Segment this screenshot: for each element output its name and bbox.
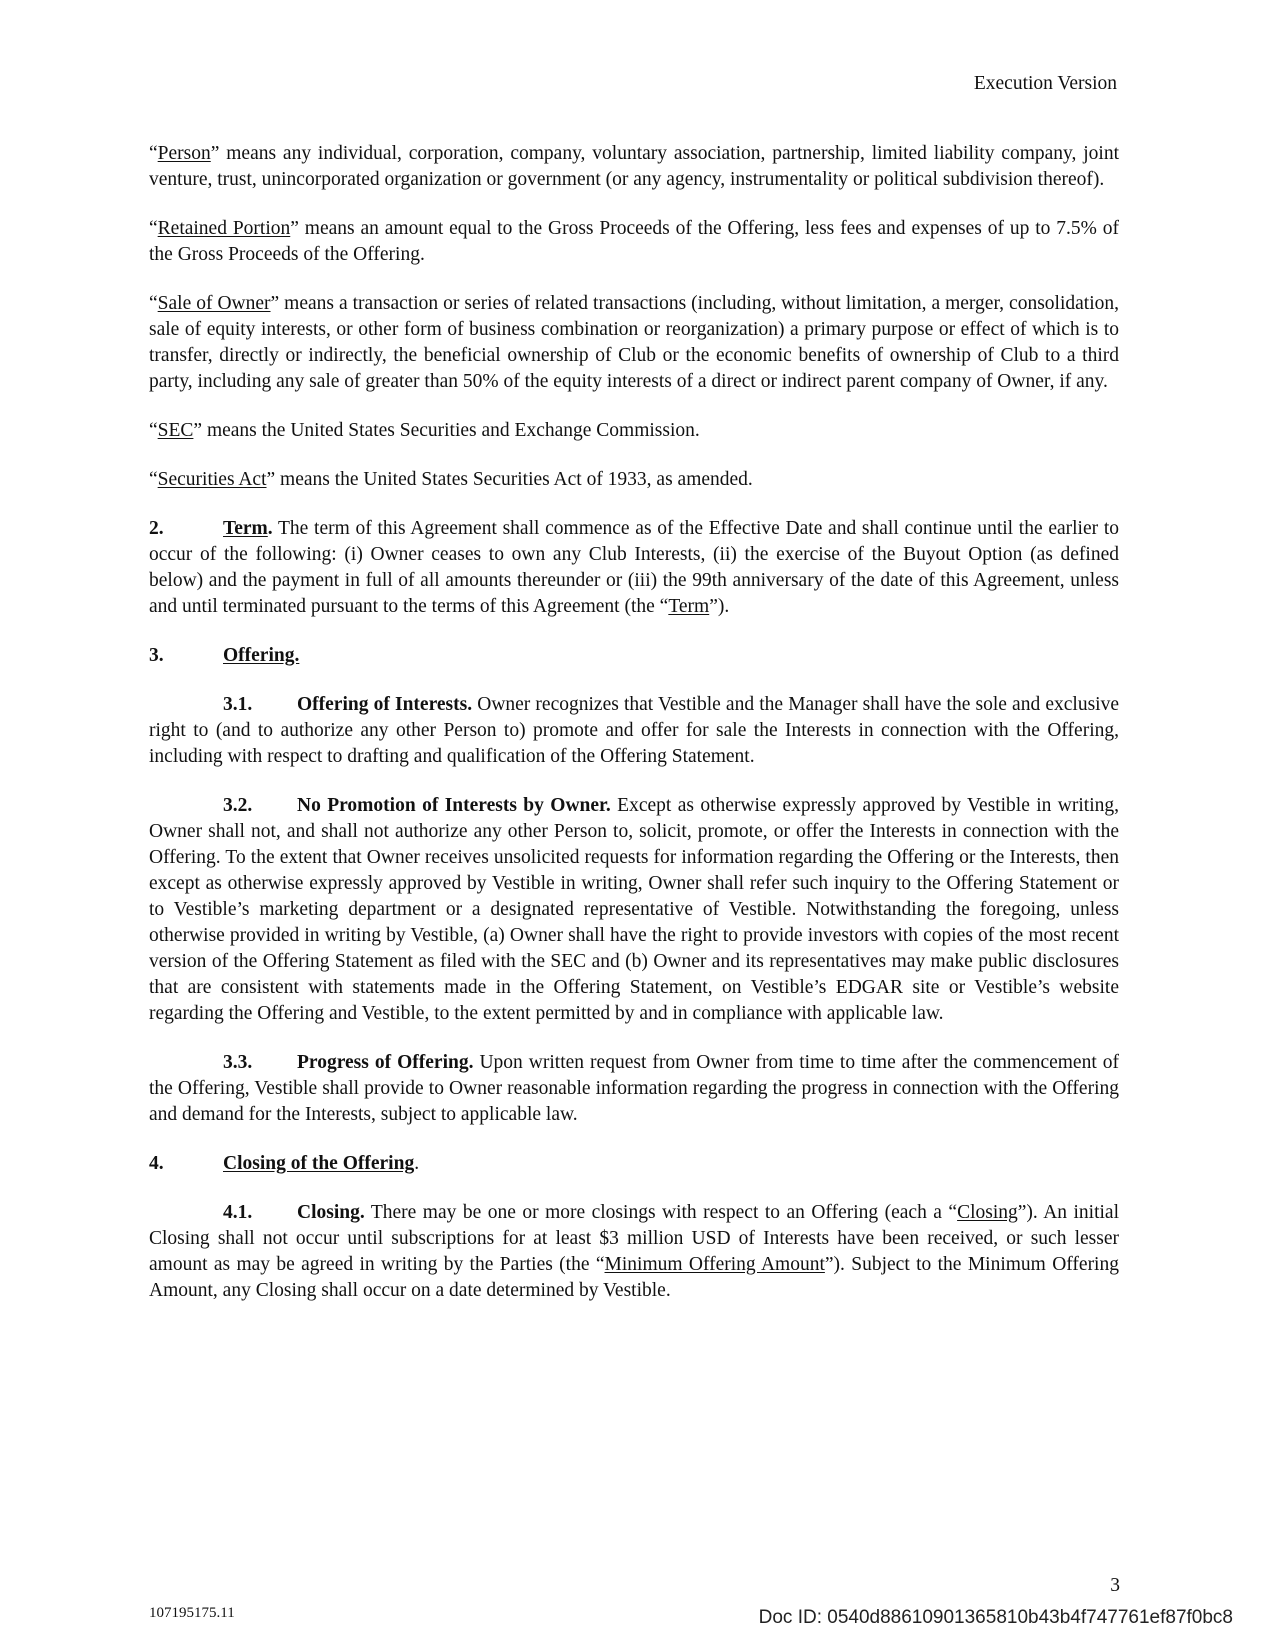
defined-term: Retained Portion [157,218,291,239]
doc-id-stamp: Doc ID: 0540d88610901365810b43b4f747761ef87f0bc8 [758,1607,1233,1628]
section-3-heading [149,643,1119,669]
section-4-heading: 4. Closing of the Offering. [149,1151,1119,1177]
definition-retained-portion: “Retained Portion” means an amount equal to the Gross Proceeds of the Offering, less fees and expenses of up to 7.5% of the Gross Proceeds of the Offering. [149,218,1119,265]
defined-term: Minimum Offering Amount [604,1254,825,1275]
subsection-number: 3.2. [223,795,253,816]
defined-term: Securities Act [157,469,267,490]
section-title: Term [223,518,268,539]
defined-term: Term [668,596,710,617]
subsection-title: No Promotion of Interests by Owner. [297,795,611,816]
section-4-1: 4.1. Closing. There may be one or more closings with respect to an Offering (each a “Closing”). An initial Closing shall not occur until subscriptions for at least $3 million USD of Interests have been received, or such lesser amount as may be agreed in writing by the Parties (the “Minimum Offering Amount”). Subject to the Minimum Offering Amount, any Closing shall occur on a date determined by Vestible. [149,1202,1120,1301]
subsection-number: 4.1. [223,1202,253,1223]
definition-sale-of-owner: “Sale of Owner” means a transaction or series of related transactions (including, without limitation, a merger, consolidation, sale of equity interests, or other form of business combination or reorganization) a primary purpose or effect of which is to transfer, directly or indirectly, the beneficial ownership of Club or the economic benefits of ownership of Club to a third party, including any sale of greater than 50% of the equity interests of a direct or indirect parent company of Owner, if any. [149,293,1119,392]
subsection-title: Progress of Offering. [297,1052,474,1073]
section-number: 4. [149,1153,164,1174]
defined-term: SEC [157,420,194,441]
subsection-title: Closing. [297,1202,365,1223]
section-2-term: 2. Term. The term of this Agreement shall commence as of the Effective Date and shall continue until the earlier to occur of the following: (i) Owner ceases to own any Club Interests, (ii) the exercise of the Buyout Option (as defined below) and the payment in full of all amounts thereunder or (iii) the 99th anniversary of the date of this Agreement, unless and until terminated pursuant to the terms of this Agreement (the “Term”). [149,518,1119,617]
definition-securities-act: “Securities Act” means the United States Securities Act of 1933, as amended. [149,469,753,490]
section-title: Closing of the Offering [223,1153,415,1174]
defined-term: Person [157,143,211,164]
header-version-label: Execution Version [973,73,1117,94]
definition-person: “Person” means any individual, corporation, company, voluntary association, partnership, limited liability company, joint venture, trust, unincorporated organization or government (or any agency, instrumentality or political subdivision thereof). [149,143,1119,190]
subsection-title: Offering of Interests. [297,694,473,715]
section-number: 2. [149,518,164,539]
defined-term: Closing [957,1202,1018,1223]
section-3-1: 3.1. Offering of Interests. Owner recognizes that Vestible and the Manager shall have the sole and exclusive right to (and to authorize any other Person to) promote and offer for sale the Interests in connection with the Offering, including with respect to drafting and qualification of the Offering Statement. [149,694,1119,767]
document-code: 107195175.11 [149,1605,235,1621]
document-body [149,141,1119,1304]
section-number: 3. [149,645,164,666]
section-3-2: 3.2. No Promotion of Interests by Owner. Except as otherwise expressly approved by Vestible in writing, Owner shall not, and shall not authorize any other Person to, solicit, promote, or offer the Interests in connection with the Offering. To the extent that Owner receives unsolicited requests for information regarding the Offering or the Interests, then except as otherwise expressly approved by Vestible in writing, Owner shall refer such inquiry to the Offering Statement or to Vestible’s marketing department or a designated representative of Vestible. Notwithstanding the foregoing, unless otherwise provided in writing by Vestible, (a) Owner shall have the right to provide investors with copies of the most recent version of the Offering Statement as filed with the SEC and (b) Owner and its representatives may make public disclosures that are consistent with statements made in the Offering Statement, on Vestible’s EDGAR site or Vestible’s website regarding the Offering and Vestible, to the extent permitted by and in compliance with applicable law. [149,795,1119,1024]
subsection-number: 3.3. [223,1052,253,1073]
section-3-3: 3.3. Progress of Offering. Upon written request from Owner from time to time after the commencement of the Offering, Vestible shall provide to Owner reasonable information regarding the progress in connection with the Offering and demand for the Interests, subject to applicable law. [149,1052,1119,1125]
definition-sec: “SEC” means the United States Securities and Exchange Commission. [149,420,700,441]
defined-term: Sale of Owner [157,293,271,314]
section-title: Offering. [223,645,300,666]
page-number: 3 [1110,1575,1120,1596]
subsection-number: 3.1. [223,694,253,715]
